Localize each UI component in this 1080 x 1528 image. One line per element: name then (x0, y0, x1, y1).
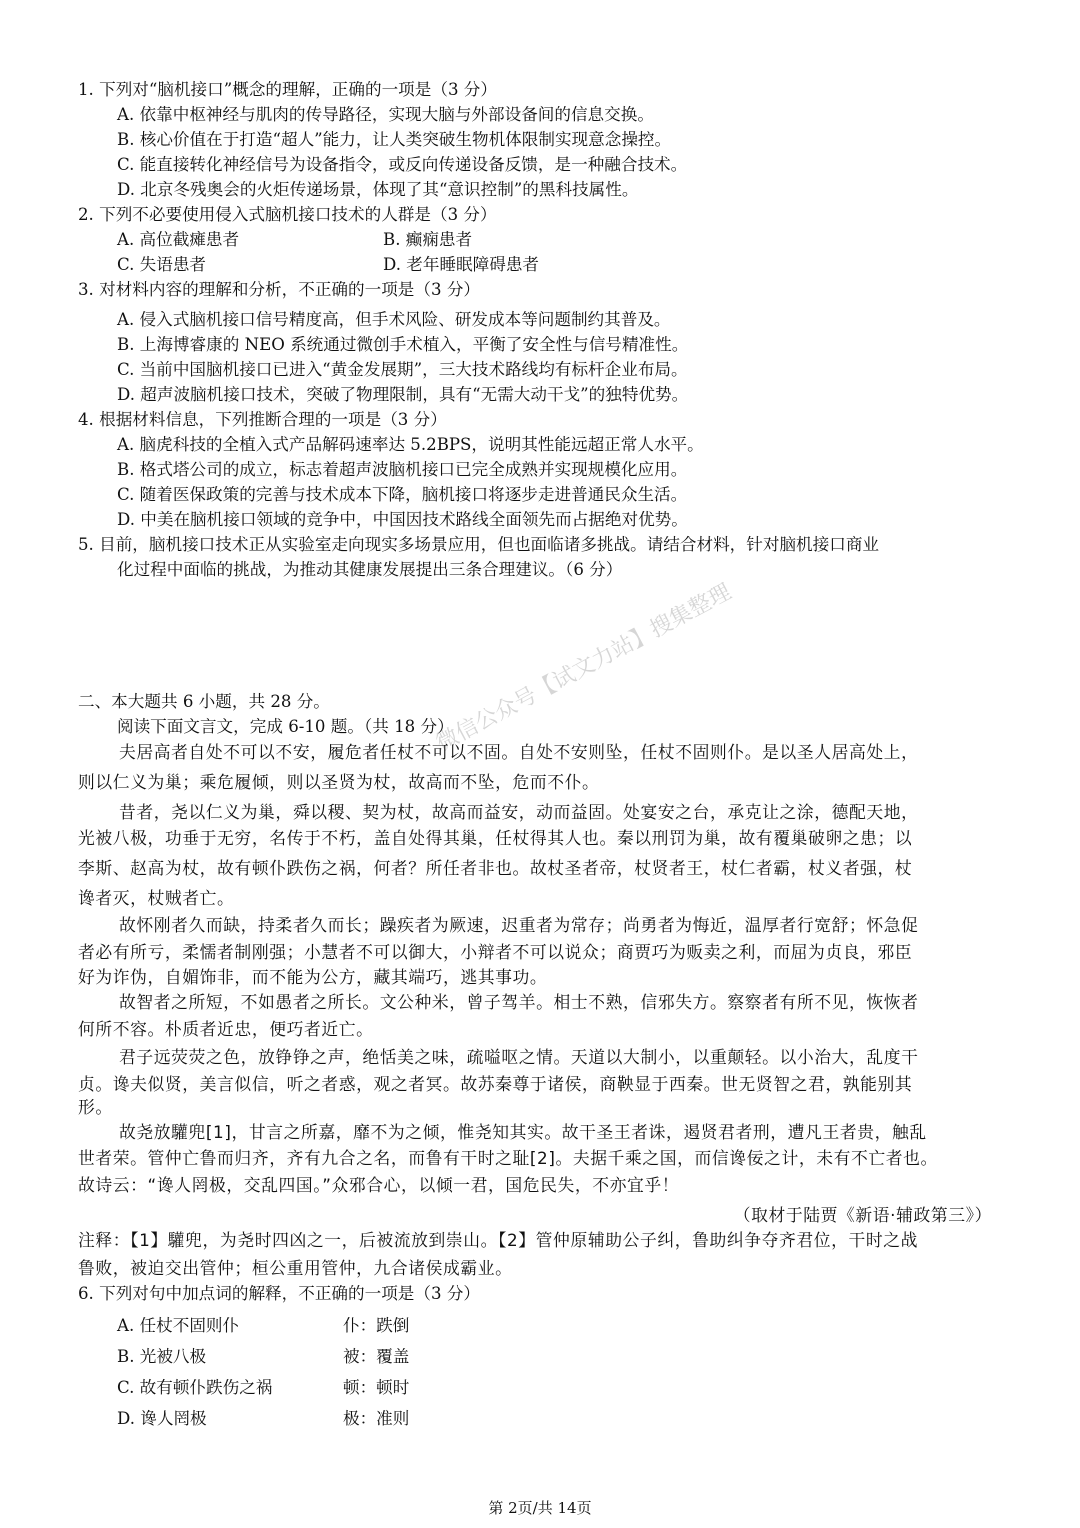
passage-line: 世者荣。管仲亡鲁而归齐，齐有九合之名，而鲁有干时之耻[2]。夫据千乘之国，而信谗佞之计，未有不亡者也。 (78, 1148, 938, 1168)
note-line: 注释：【1】驩兜，为尧时四凶之一，后被流放到崇山。【2】管仲原辅助公子纠，鲁助纠争夺齐君位，干时之战 (78, 1230, 919, 1250)
q6-option-b-sentence: B. 光被八极 (117, 1347, 207, 1366)
passage-line: 光被八极，功垂于无穷，名传于不朽，盖自处得其巢，任杖得其人也。秦以刑罚为巢，故有覆巢破卵之患；以 (78, 828, 913, 848)
passage-line: 贞。谗夫似贤，美言似信，听之者惑，观之者冥。故苏秦尊于诸侯，商鞅显于西秦。世无贤智之君，孰能别其 (78, 1074, 913, 1094)
note-line: 鲁败，被迫交出管仲；桓公重用管仲，九合诸侯成霸业。 (78, 1258, 513, 1278)
q6-stem: 6. 下列对句中加点词的解释，不正确的一项是（3 分） (78, 1284, 481, 1303)
q2-option-a: A. 高位截瘫患者 (117, 230, 240, 249)
q1-option-d: D. 北京冬残奥会的火炬传递场景，体现了其“意识控制”的黑科技属性。 (117, 180, 639, 199)
watermark-text: 微信公众号【试文力站】搜集整理 (432, 579, 736, 757)
passage-source: （取材于陆贾《新语·辅政第三》） (733, 1205, 992, 1225)
q4-option-a: A. 脑虎科技的全植入式产品解码速率达 5.2BPS，说明其性能远超正常人水平。 (117, 435, 704, 454)
passage-line: 者必有所亏，柔懦者制刚强；小慧者不可以御大，小辩者不可以说众；商贾巧为贩卖之利，而屈为贞良，邪臣 (78, 942, 913, 962)
passage-line: 何所不容。朴质者近忠，便巧者近亡。 (78, 1019, 374, 1039)
q1-option-a: A. 依靠中枢神经与肌肉的传导路径，实现大脑与外部设备间的信息交换。 (117, 105, 654, 124)
q3-option-a: A. 侵入式脑机接口信号精度高，但手术风险、研发成本等问题制约其普及。 (117, 310, 671, 329)
passage-line: 李斯、赵高为杖，故有顿仆跌伤之祸，何者？所任者非也。故杖圣者帝，杖贤者王，杖仁者霸，杖义者强，杖 (78, 858, 913, 878)
q1-stem: 1. 下列对“脑机接口”概念的理解，正确的一项是（3 分） (78, 80, 497, 99)
q4-option-d: D. 中美在脑机接口领域的竞争中，中国因技术路线全面领先而占据绝对优势。 (117, 510, 688, 529)
q5-line-1: 5. 目前，脑机接口技术正从实验室走向现实多场景应用，但也面临诸多挑战。请结合材料，针对脑机接口商业 (78, 535, 880, 554)
q2-option-c: C. 失语患者 (117, 255, 207, 274)
passage-line: 故怀刚者久而缺，持柔者久而长；躁疾者为厥速，迟重者为常存；尚勇者为悔近，温厚者行宽舒；怀急促 (119, 915, 919, 935)
q2-option-d: D. 老年睡眠障碍患者 (383, 255, 540, 274)
q6-option-d-sentence: D. 谗人罔极 (117, 1409, 207, 1428)
passage-line: 则以仁义为巢；乘危履倾，则以圣贤为杖，故高而不坠，危而不仆。 (78, 772, 600, 792)
passage-line: 昔者，尧以仁义为巢，舜以稷、契为杖，故高而益安，动而益固。处宴安之台，承克让之涂，德配天地， (119, 802, 919, 822)
section2-heading: 二、本大题共 6 小题，共 28 分。 (78, 692, 330, 711)
passage-line: 谗者灭，杖贼者亡。 (78, 888, 235, 908)
q6-option-a-sentence: A. 任杖不固则仆 (117, 1316, 240, 1335)
q4-option-c: C. 随着医保政策的完善与技术成本下降，脑机接口将逐步走进普通民众生活。 (117, 485, 688, 504)
q3-option-c: C. 当前中国脑机接口已进入“黄金发展期”，三大技术路线均有标杆企业布局。 (117, 360, 688, 379)
section2-instruction: 阅读下面文言文，完成 6-10 题。（共 18 分） (117, 717, 454, 736)
q3-stem: 3. 对材料内容的理解和分析，不正确的一项是（3 分） (78, 280, 481, 299)
passage-line: 故诗云：“谗人罔极，交乱四国。”众邪合心，以倾一君，国危民失，不亦宜乎！ (78, 1175, 680, 1195)
q6-option-c-sentence: C. 故有顿仆跌伤之祸 (117, 1378, 273, 1397)
passage-line: 故智者之所短，不如愚者之所长。文公种米，曾子驾羊。相士不熟，信邪失方。察察者有所不见，恢恢者 (119, 992, 919, 1012)
q5-line-2: 化过程中面临的挑战，为推动其健康发展提出三条合理建议。（6 分） (117, 560, 623, 579)
q6-option-c-gloss: 顿：顿时 (343, 1378, 410, 1397)
passage-line: 夫居高者自处不可以不安，履危者任杖不可以不固。自处不安则坠，任杖不固则仆。是以圣人居高处上， (119, 742, 919, 762)
q6-option-a-gloss: 仆：跌倒 (343, 1316, 410, 1335)
q3-option-d: D. 超声波脑机接口技术，突破了物理限制，具有“无需大动干戈”的独特优势。 (117, 385, 689, 404)
q6-option-b-gloss: 被：覆盖 (343, 1347, 410, 1366)
q4-option-b: B. 格式塔公司的成立，标志着超声波脑机接口已完全成熟并实现规模化应用。 (117, 460, 688, 479)
passage-line: 好为诈伪，自媚饰非，而不能为公方，藏其端巧，逃其事功。 (78, 967, 548, 987)
passage-line: 形。 (78, 1097, 113, 1117)
q3-option-b: B. 上海博睿康的 NEO 系统通过微创手术植入，平衡了安全性与信号精准性。 (117, 335, 689, 354)
q2-stem: 2. 下列不必要使用侵入式脑机接口技术的人群是（3 分） (78, 205, 497, 224)
page-number: 第 2页/共 14页 (488, 1499, 592, 1517)
q6-option-d-gloss: 极：准则 (343, 1409, 410, 1428)
q1-option-b: B. 核心价值在于打造“超人”能力，让人类突破生物机体限制实现意念操控。 (117, 130, 672, 149)
passage-line: 故尧放驩兜[1]，甘言之所嘉，靡不为之倾，惟尧知其实。故干圣王者诛，遏贤君者刑，遭凡王者贵，触乱 (119, 1122, 927, 1142)
q2-option-b: B. 癫痫患者 (383, 230, 473, 249)
q1-option-c: C. 能直接转化神经信号为设备指令，或反向传递设备反馈，是一种融合技术。 (117, 155, 688, 174)
passage-line: 君子远荧荧之色，放铮铮之声，绝恬美之味，疏嗌呕之情。天道以大制小，以重颠轻。以小治大，乱度干 (119, 1047, 919, 1067)
q4-stem: 4. 根据材料信息，下列推断合理的一项是（3 分） (78, 410, 447, 429)
